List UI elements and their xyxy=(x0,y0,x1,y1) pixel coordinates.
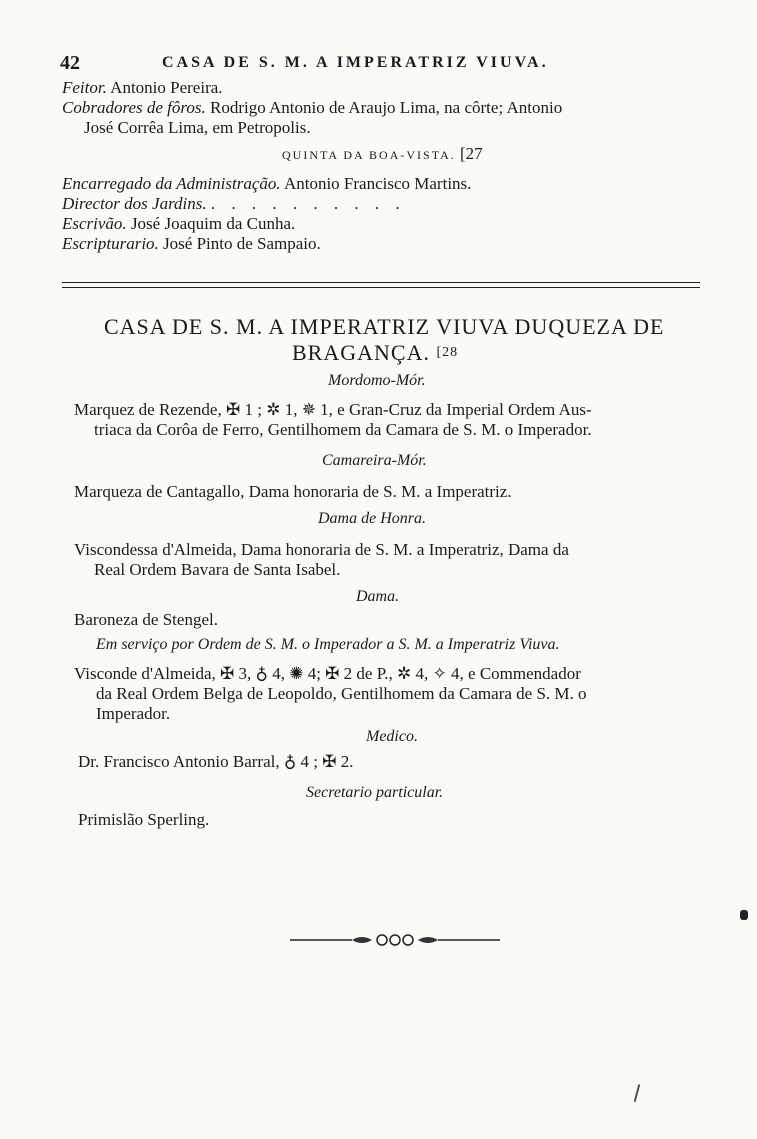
running-title: CASA DE S. M. A IMPERATRIZ VIUVA. xyxy=(162,54,549,71)
camareira-heading: Camareira-Mór. xyxy=(322,452,427,469)
quinta-heading xyxy=(282,144,483,164)
entry-text: José Joaquim da Cunha. xyxy=(130,214,296,233)
entry-label: Feitor. xyxy=(62,78,107,97)
entry-text: Antonio Pereira. xyxy=(110,78,223,97)
encarregado-entry xyxy=(62,174,471,194)
dama-heading: Dama. xyxy=(356,588,400,605)
mordomo-entry-cont: triaca da Corôa de Ferro, Gentilhomem da Camara de S. M. o Imperador. xyxy=(94,420,592,439)
divider-rule xyxy=(62,287,700,288)
entry-text: . . . . . . . . . . xyxy=(210,194,406,213)
section-title-line1: CASA DE S. M. A IMPERATRIZ VIUVA DUQUEZA DE xyxy=(104,314,665,339)
quinta-title: QUINTA DA BOA-VISTA. xyxy=(282,148,456,162)
dama-honra-entry: Viscondessa d'Almeida, Dama honoraria de S. M. a Imperatriz, Dama da xyxy=(74,540,569,559)
cobradores-entry-cont xyxy=(84,118,311,138)
entry-label: Escripturario. xyxy=(62,234,159,253)
escrivao-entry xyxy=(62,214,295,234)
medico-entry: Dr. Francisco Antonio Barral, ♁ 4 ; ✠ 2. xyxy=(78,752,354,771)
dama-entry: Baroneza de Stengel. xyxy=(74,610,218,629)
secretario-entry: Primislão Sperling. xyxy=(78,810,210,829)
servico-entry-cont: da Real Ordem Belga de Leopoldo, Gentilhomem da Camara de S. M. o xyxy=(96,684,587,703)
quinta-ref: [27 xyxy=(460,144,483,163)
mordomo-heading: Mordomo-Mór. xyxy=(328,372,426,389)
section-title-word: BRAGANÇA. xyxy=(292,340,430,365)
section-title-line2 xyxy=(292,340,458,366)
ornament-icon xyxy=(290,930,500,950)
divider-rule xyxy=(62,282,700,283)
mordomo-entry: Marquez de Rezende, ✠ 1 ; ✲ 1, ✵ 1, e Gran-Cruz da Imperial Ordem Aus- xyxy=(74,400,592,419)
entry-text: José Corrêa Lima, em Petropolis. xyxy=(84,118,311,137)
entry-text: Rodrigo Antonio de Araujo Lima, na côrte; Antonio xyxy=(209,98,563,117)
medico-heading: Medico. xyxy=(366,728,418,745)
dama-honra-heading: Dama de Honra. xyxy=(318,510,426,527)
entry-label: Encarregado da Administração. xyxy=(62,174,281,193)
ink-mark xyxy=(634,1084,640,1102)
escripturario-entry xyxy=(62,234,321,254)
ink-speck xyxy=(740,910,748,920)
feitor-entry xyxy=(62,78,223,98)
entry-text: José Pinto de Sampaio. xyxy=(163,234,321,253)
entry-label: Escrivão. xyxy=(62,214,127,233)
entry-text: Antonio Francisco Martins. xyxy=(283,174,472,193)
servico-heading: Em serviço por Ordem de S. M. o Imperador a S. M. a Imperatriz Viuva. xyxy=(96,636,560,653)
camareira-entry: Marqueza de Cantagallo, Dama honoraria de S. M. a Imperatriz. xyxy=(74,482,512,501)
entry-label: Director dos Jardins. xyxy=(62,194,207,213)
secretario-heading: Secretario particular. xyxy=(306,784,444,801)
director-entry xyxy=(62,194,406,214)
servico-entry: Visconde d'Almeida, ✠ 3, ♁ 4, ✺ 4; ✠ 2 de P., ✲ 4, ✧ 4, e Commendador xyxy=(74,664,581,683)
entry-label: Cobradores de fôros. xyxy=(62,98,206,117)
section-ref: [28 xyxy=(436,345,459,360)
servico-entry-cont2: Imperador. xyxy=(96,704,171,723)
dama-honra-entry-cont: Real Ordem Bavara de Santa Isabel. xyxy=(94,560,341,579)
page-number: 42 xyxy=(60,52,80,74)
cobradores-entry xyxy=(62,98,562,118)
